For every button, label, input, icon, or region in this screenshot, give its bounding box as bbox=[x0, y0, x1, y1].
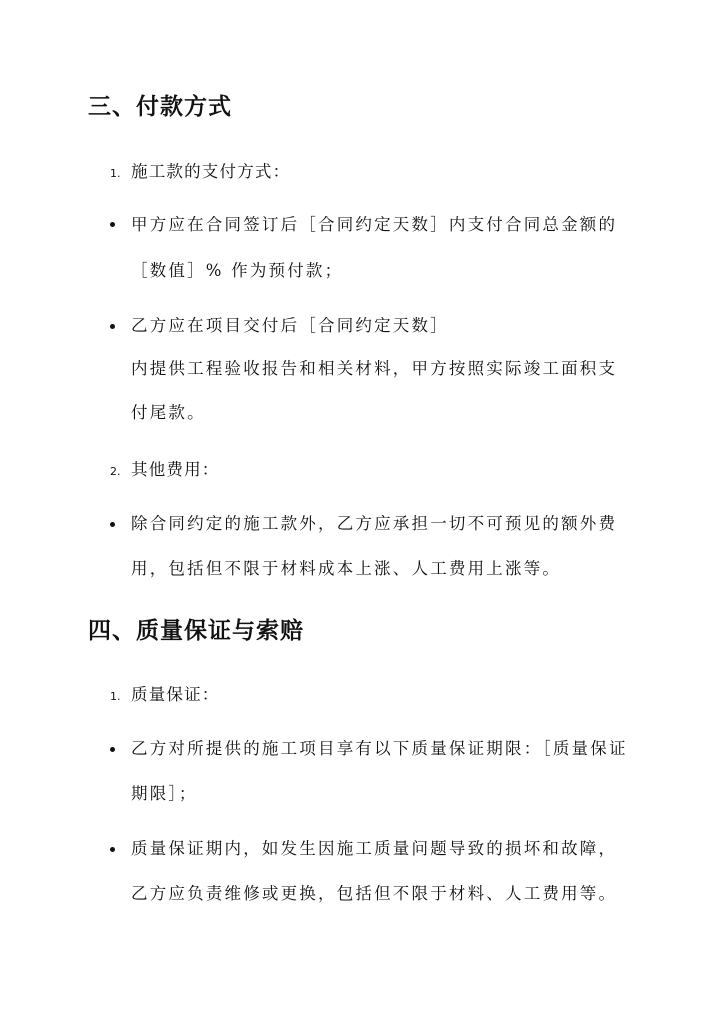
bullet-dot bbox=[110, 222, 115, 227]
bullet-line: 乙方应负责维修或更换，包括但不限于材料、人工费用等。 bbox=[131, 884, 618, 903]
bullet-dot bbox=[110, 747, 115, 752]
section-heading-quality: 四、质量保证与索赔 bbox=[88, 617, 304, 644]
numbered-item-quality-guarantee bbox=[110, 681, 220, 705]
section-heading-payment: 三、付款方式 bbox=[88, 93, 232, 120]
bullet-dot bbox=[110, 847, 115, 852]
bullet-line: 甲方应在合同签订后［合同约定天数］内支付合同总金额的 bbox=[131, 215, 618, 234]
item-label: 施工款的支付方式： bbox=[131, 162, 291, 181]
bullet-line: 除合同约定的施工款外，乙方应承担一切不可预见的额外费 bbox=[131, 514, 618, 533]
bullet-line: 内提供工程验收报告和相关材料，甲方按照实际竣工面积支 bbox=[131, 359, 618, 378]
bullet-dot bbox=[110, 522, 115, 527]
bullet-line: 质量保证期内，如发生因施工质量问题导致的损坏和故障， bbox=[131, 839, 618, 858]
item-number: 1. bbox=[110, 690, 121, 703]
numbered-item-construction-payment bbox=[110, 158, 290, 182]
bullet-line: 用，包括但不限于材料成本上涨、人工费用上涨等。 bbox=[131, 559, 562, 578]
item-label: 其他费用： bbox=[131, 460, 220, 479]
bullet-line: ［数值］% 作为预付款； bbox=[131, 261, 344, 280]
bullet-dot bbox=[110, 324, 115, 329]
numbered-item-other-fees bbox=[110, 456, 220, 480]
bullet-line: 乙方应在项目交付后［合同约定天数］ bbox=[131, 316, 449, 335]
item-number: 2. bbox=[110, 465, 121, 478]
item-label: 质量保证： bbox=[131, 685, 220, 704]
bullet-line: 乙方对所提供的施工项目享有以下质量保证期限：［质量保证 bbox=[131, 739, 628, 758]
item-number: 1. bbox=[110, 167, 121, 180]
bullet-line: 付尾款。 bbox=[131, 403, 206, 422]
bullet-line: 期限］； bbox=[131, 784, 198, 803]
